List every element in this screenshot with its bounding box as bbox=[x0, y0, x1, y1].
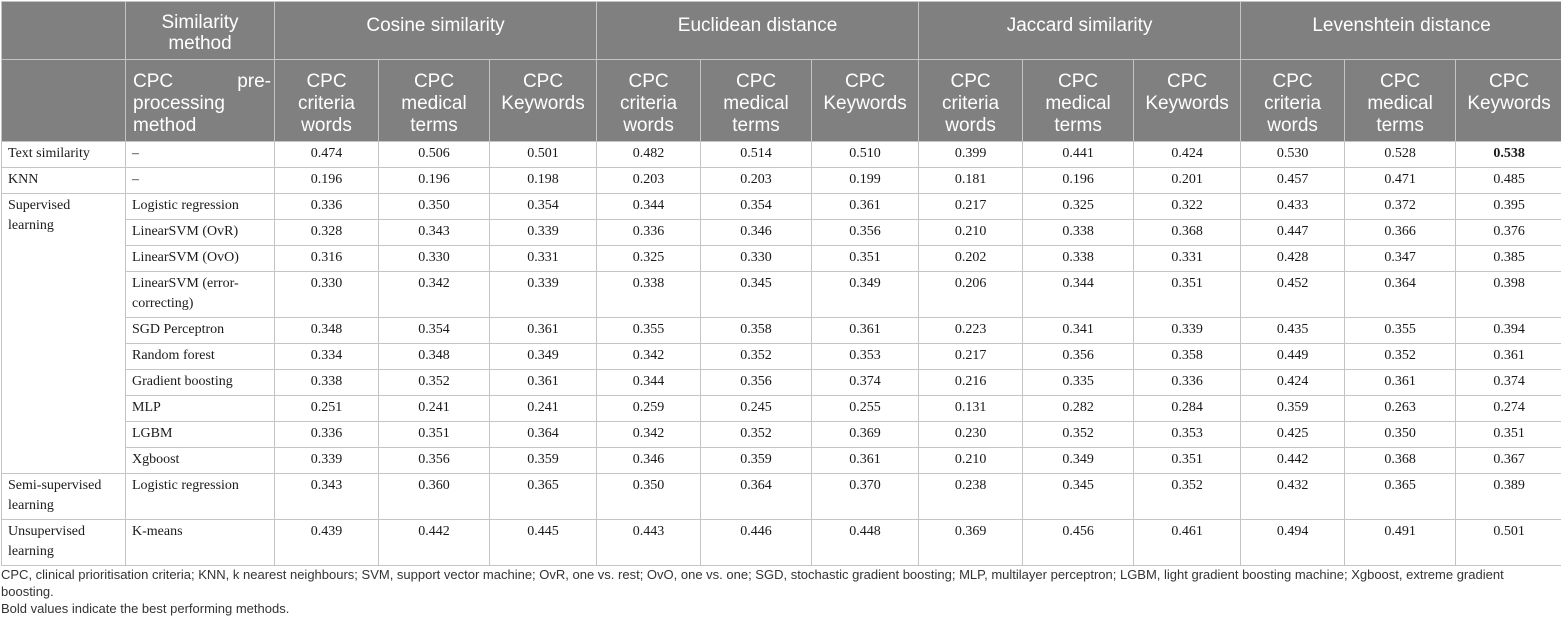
value-cell: 0.528 bbox=[1345, 142, 1456, 168]
subcolumn-header-euclidean-keywords: CPC Keywords bbox=[812, 60, 919, 142]
value-cell: 0.349 bbox=[812, 272, 919, 318]
value-cell: 0.351 bbox=[1134, 272, 1241, 318]
value-cell: 0.361 bbox=[1456, 344, 1561, 370]
value-cell: 0.274 bbox=[1456, 396, 1561, 422]
value-cell: 0.284 bbox=[1134, 396, 1241, 422]
value-cell: 0.372 bbox=[1345, 194, 1456, 220]
table-row bbox=[2, 168, 1561, 194]
subcolumn-header-levenshtein-criteria-words: CPC criteria words bbox=[1241, 60, 1345, 142]
table-row bbox=[2, 220, 1561, 246]
value-cell: 0.352 bbox=[1023, 422, 1134, 448]
value-cell: 0.339 bbox=[275, 448, 379, 474]
group-header-jaccard: Jaccard similarity bbox=[919, 2, 1241, 60]
value-cell: 0.360 bbox=[379, 474, 490, 520]
value-cell: 0.442 bbox=[379, 520, 490, 566]
value-cell: 0.441 bbox=[1023, 142, 1134, 168]
value-cell: 0.350 bbox=[379, 194, 490, 220]
value-cell: 0.351 bbox=[1134, 448, 1241, 474]
corner-cell-2 bbox=[2, 60, 126, 142]
value-cell: 0.361 bbox=[812, 318, 919, 344]
value-cell: 0.196 bbox=[275, 168, 379, 194]
value-cell: 0.367 bbox=[1456, 448, 1561, 474]
value-cell: 0.202 bbox=[919, 246, 1023, 272]
value-cell: 0.331 bbox=[1134, 246, 1241, 272]
value-cell: 0.330 bbox=[701, 246, 812, 272]
value-cell: 0.359 bbox=[701, 448, 812, 474]
table-row bbox=[2, 448, 1561, 474]
value-cell: 0.230 bbox=[919, 422, 1023, 448]
subcolumn-header-euclidean-criteria-words: CPC criteria words bbox=[597, 60, 701, 142]
value-cell: 0.196 bbox=[1023, 168, 1134, 194]
value-cell: 0.343 bbox=[379, 220, 490, 246]
preprocessing-label-line2: processing method bbox=[133, 93, 225, 136]
value-cell: 0.350 bbox=[597, 474, 701, 520]
value-cell: 0.347 bbox=[1345, 246, 1456, 272]
method-cell: – bbox=[126, 142, 275, 168]
value-cell: 0.364 bbox=[701, 474, 812, 520]
value-cell: 0.474 bbox=[275, 142, 379, 168]
group-cell: Semi-supervised learning bbox=[2, 474, 126, 520]
value-cell: 0.514 bbox=[701, 142, 812, 168]
value-cell: 0.432 bbox=[1241, 474, 1345, 520]
value-cell: 0.361 bbox=[490, 370, 597, 396]
table-row bbox=[2, 142, 1561, 168]
value-cell: 0.339 bbox=[1134, 318, 1241, 344]
value-cell: 0.336 bbox=[1134, 370, 1241, 396]
subcolumn-header-cosine-criteria-words: CPC criteria words bbox=[275, 60, 379, 142]
value-cell: 0.506 bbox=[379, 142, 490, 168]
subcolumn-header-cosine-medical-terms: CPC medical terms bbox=[379, 60, 490, 142]
table-body bbox=[2, 142, 1561, 566]
value-cell: 0.424 bbox=[1241, 370, 1345, 396]
value-cell: 0.356 bbox=[701, 370, 812, 396]
value-cell: 0.482 bbox=[597, 142, 701, 168]
value-cell: 0.349 bbox=[490, 344, 597, 370]
value-cell: 0.355 bbox=[1345, 318, 1456, 344]
group-cell: Supervised learning bbox=[2, 194, 126, 474]
value-cell: 0.342 bbox=[597, 344, 701, 370]
group-cell: KNN bbox=[2, 168, 126, 194]
value-cell: 0.345 bbox=[701, 272, 812, 318]
value-cell: 0.217 bbox=[919, 344, 1023, 370]
value-cell: 0.342 bbox=[597, 422, 701, 448]
value-cell: 0.352 bbox=[379, 370, 490, 396]
value-cell: 0.365 bbox=[1345, 474, 1456, 520]
value-cell: 0.356 bbox=[1023, 344, 1134, 370]
value-cell: 0.443 bbox=[597, 520, 701, 566]
value-cell: 0.369 bbox=[812, 422, 919, 448]
value-cell: 0.370 bbox=[812, 474, 919, 520]
value-cell: 0.538 bbox=[1456, 142, 1561, 168]
value-cell: 0.350 bbox=[1345, 422, 1456, 448]
value-cell: 0.263 bbox=[1345, 396, 1456, 422]
value-cell: 0.361 bbox=[1345, 370, 1456, 396]
value-cell: 0.447 bbox=[1241, 220, 1345, 246]
value-cell: 0.344 bbox=[597, 194, 701, 220]
value-cell: 0.342 bbox=[379, 272, 490, 318]
value-cell: 0.198 bbox=[490, 168, 597, 194]
value-cell: 0.282 bbox=[1023, 396, 1134, 422]
value-cell: 0.353 bbox=[812, 344, 919, 370]
value-cell: 0.346 bbox=[701, 220, 812, 246]
value-cell: 0.354 bbox=[379, 318, 490, 344]
value-cell: 0.359 bbox=[490, 448, 597, 474]
value-cell: 0.316 bbox=[275, 246, 379, 272]
value-cell: 0.428 bbox=[1241, 246, 1345, 272]
value-cell: 0.376 bbox=[1456, 220, 1561, 246]
value-cell: 0.344 bbox=[1023, 272, 1134, 318]
method-cell: LinearSVM (error-correcting) bbox=[126, 272, 275, 318]
method-cell: LinearSVM (OvR) bbox=[126, 220, 275, 246]
value-cell: 0.354 bbox=[701, 194, 812, 220]
value-cell: 0.491 bbox=[1345, 520, 1456, 566]
group-cell: Text similarity bbox=[2, 142, 126, 168]
subcolumn-header-levenshtein-keywords: CPC Keywords bbox=[1456, 60, 1561, 142]
header-row-subcolumns bbox=[2, 60, 1561, 142]
corner-cell bbox=[2, 2, 126, 60]
value-cell: 0.336 bbox=[597, 220, 701, 246]
value-cell: 0.238 bbox=[919, 474, 1023, 520]
value-cell: 0.368 bbox=[1345, 448, 1456, 474]
value-cell: 0.358 bbox=[701, 318, 812, 344]
value-cell: 0.369 bbox=[919, 520, 1023, 566]
group-cell: Unsupervised learning bbox=[2, 520, 126, 566]
value-cell: 0.330 bbox=[379, 246, 490, 272]
value-cell: 0.501 bbox=[1456, 520, 1561, 566]
value-cell: 0.374 bbox=[812, 370, 919, 396]
value-cell: 0.181 bbox=[919, 168, 1023, 194]
method-cell: MLP bbox=[126, 396, 275, 422]
value-cell: 0.354 bbox=[490, 194, 597, 220]
value-cell: 0.433 bbox=[1241, 194, 1345, 220]
value-cell: 0.338 bbox=[1023, 220, 1134, 246]
value-cell: 0.352 bbox=[1134, 474, 1241, 520]
value-cell: 0.439 bbox=[275, 520, 379, 566]
value-cell: 0.358 bbox=[1134, 344, 1241, 370]
table-row bbox=[2, 272, 1561, 318]
value-cell: 0.501 bbox=[490, 142, 597, 168]
header-row-groups bbox=[2, 2, 1561, 60]
value-cell: 0.210 bbox=[919, 220, 1023, 246]
value-cell: 0.425 bbox=[1241, 422, 1345, 448]
value-cell: 0.361 bbox=[812, 448, 919, 474]
value-cell: 0.255 bbox=[812, 396, 919, 422]
value-cell: 0.325 bbox=[597, 246, 701, 272]
value-cell: 0.445 bbox=[490, 520, 597, 566]
value-cell: 0.510 bbox=[812, 142, 919, 168]
value-cell: 0.385 bbox=[1456, 246, 1561, 272]
method-cell: Random forest bbox=[126, 344, 275, 370]
value-cell: 0.259 bbox=[597, 396, 701, 422]
value-cell: 0.448 bbox=[812, 520, 919, 566]
value-cell: 0.361 bbox=[812, 194, 919, 220]
value-cell: 0.338 bbox=[597, 272, 701, 318]
value-cell: 0.336 bbox=[275, 422, 379, 448]
table-row bbox=[2, 194, 1561, 220]
value-cell: 0.395 bbox=[1456, 194, 1561, 220]
table-row bbox=[2, 520, 1561, 566]
value-cell: 0.452 bbox=[1241, 272, 1345, 318]
preprocessing-label-line1: CPC pre- bbox=[133, 71, 271, 92]
value-cell: 0.356 bbox=[812, 220, 919, 246]
value-cell: 0.461 bbox=[1134, 520, 1241, 566]
table-row bbox=[2, 396, 1561, 422]
value-cell: 0.339 bbox=[490, 272, 597, 318]
similarity-method-header: Similarity method bbox=[126, 2, 275, 60]
value-cell: 0.456 bbox=[1023, 520, 1134, 566]
table-row bbox=[2, 370, 1561, 396]
method-cell: LinearSVM (OvO) bbox=[126, 246, 275, 272]
method-cell: LGBM bbox=[126, 422, 275, 448]
value-cell: 0.361 bbox=[490, 318, 597, 344]
value-cell: 0.352 bbox=[701, 422, 812, 448]
value-cell: 0.199 bbox=[812, 168, 919, 194]
table-footnote bbox=[1, 566, 1557, 617]
value-cell: 0.355 bbox=[597, 318, 701, 344]
subcolumn-header-cosine-keywords: CPC Keywords bbox=[490, 60, 597, 142]
value-cell: 0.346 bbox=[597, 448, 701, 474]
value-cell: 0.328 bbox=[275, 220, 379, 246]
value-cell: 0.210 bbox=[919, 448, 1023, 474]
value-cell: 0.353 bbox=[1134, 422, 1241, 448]
value-cell: 0.216 bbox=[919, 370, 1023, 396]
table-row bbox=[2, 318, 1561, 344]
value-cell: 0.366 bbox=[1345, 220, 1456, 246]
value-cell: 0.339 bbox=[490, 220, 597, 246]
subcolumn-header-jaccard-keywords: CPC Keywords bbox=[1134, 60, 1241, 142]
value-cell: 0.398 bbox=[1456, 272, 1561, 318]
value-cell: 0.223 bbox=[919, 318, 1023, 344]
value-cell: 0.348 bbox=[379, 344, 490, 370]
value-cell: 0.457 bbox=[1241, 168, 1345, 194]
value-cell: 0.446 bbox=[701, 520, 812, 566]
value-cell: 0.494 bbox=[1241, 520, 1345, 566]
value-cell: 0.359 bbox=[1241, 396, 1345, 422]
value-cell: 0.336 bbox=[275, 194, 379, 220]
method-cell: SGD Perceptron bbox=[126, 318, 275, 344]
value-cell: 0.352 bbox=[701, 344, 812, 370]
value-cell: 0.203 bbox=[701, 168, 812, 194]
value-cell: 0.424 bbox=[1134, 142, 1241, 168]
subcolumn-header-jaccard-medical-terms: CPC medical terms bbox=[1023, 60, 1134, 142]
value-cell: 0.206 bbox=[919, 272, 1023, 318]
value-cell: 0.344 bbox=[597, 370, 701, 396]
value-cell: 0.351 bbox=[379, 422, 490, 448]
method-cell: – bbox=[126, 168, 275, 194]
value-cell: 0.352 bbox=[1345, 344, 1456, 370]
value-cell: 0.245 bbox=[701, 396, 812, 422]
value-cell: 0.131 bbox=[919, 396, 1023, 422]
value-cell: 0.330 bbox=[275, 272, 379, 318]
table-row bbox=[2, 344, 1561, 370]
value-cell: 0.325 bbox=[1023, 194, 1134, 220]
value-cell: 0.394 bbox=[1456, 318, 1561, 344]
results-table bbox=[1, 1, 1561, 566]
value-cell: 0.530 bbox=[1241, 142, 1345, 168]
subcolumn-header-jaccard-criteria-words: CPC criteria words bbox=[919, 60, 1023, 142]
subcolumn-header-levenshtein-medical-terms: CPC medical terms bbox=[1345, 60, 1456, 142]
value-cell: 0.356 bbox=[379, 448, 490, 474]
value-cell: 0.251 bbox=[275, 396, 379, 422]
value-cell: 0.364 bbox=[1345, 272, 1456, 318]
value-cell: 0.348 bbox=[275, 318, 379, 344]
value-cell: 0.334 bbox=[275, 344, 379, 370]
value-cell: 0.341 bbox=[1023, 318, 1134, 344]
table-row bbox=[2, 246, 1561, 272]
value-cell: 0.449 bbox=[1241, 344, 1345, 370]
value-cell: 0.374 bbox=[1456, 370, 1561, 396]
group-header-cosine: Cosine similarity bbox=[275, 2, 597, 60]
group-header-levenshtein: Levenshtein distance bbox=[1241, 2, 1561, 60]
value-cell: 0.331 bbox=[490, 246, 597, 272]
method-cell: K-means bbox=[126, 520, 275, 566]
value-cell: 0.338 bbox=[275, 370, 379, 396]
table-row bbox=[2, 422, 1561, 448]
value-cell: 0.241 bbox=[490, 396, 597, 422]
method-cell: Logistic regression bbox=[126, 194, 275, 220]
value-cell: 0.338 bbox=[1023, 246, 1134, 272]
value-cell: 0.196 bbox=[379, 168, 490, 194]
value-cell: 0.364 bbox=[490, 422, 597, 448]
value-cell: 0.435 bbox=[1241, 318, 1345, 344]
value-cell: 0.471 bbox=[1345, 168, 1456, 194]
value-cell: 0.203 bbox=[597, 168, 701, 194]
preprocessing-method-header bbox=[126, 60, 275, 142]
group-header-euclidean: Euclidean distance bbox=[597, 2, 919, 60]
value-cell: 0.345 bbox=[1023, 474, 1134, 520]
value-cell: 0.389 bbox=[1456, 474, 1561, 520]
value-cell: 0.335 bbox=[1023, 370, 1134, 396]
value-cell: 0.351 bbox=[812, 246, 919, 272]
table-row bbox=[2, 474, 1561, 520]
value-cell: 0.351 bbox=[1456, 422, 1561, 448]
footnote-abbreviations: CPC, clinical prioritisation criteria; KNN, k nearest neighbours; SVM, support vector machine; OvR, one vs. rest; OvO, one vs. one; SGD, stochastic gradient boosting; MLP, multilayer perceptron; LGBM, light gradient boosting machine; Xgboost, extreme gradient boosting. bbox=[1, 567, 1504, 599]
method-cell: Xgboost bbox=[126, 448, 275, 474]
value-cell: 0.201 bbox=[1134, 168, 1241, 194]
value-cell: 0.241 bbox=[379, 396, 490, 422]
value-cell: 0.442 bbox=[1241, 448, 1345, 474]
value-cell: 0.399 bbox=[919, 142, 1023, 168]
method-cell: Logistic regression bbox=[126, 474, 275, 520]
value-cell: 0.485 bbox=[1456, 168, 1561, 194]
footnote-bold-note: Bold values indicate the best performing methods. bbox=[1, 601, 290, 616]
value-cell: 0.217 bbox=[919, 194, 1023, 220]
value-cell: 0.349 bbox=[1023, 448, 1134, 474]
method-cell: Gradient boosting bbox=[126, 370, 275, 396]
subcolumn-header-euclidean-medical-terms: CPC medical terms bbox=[701, 60, 812, 142]
value-cell: 0.368 bbox=[1134, 220, 1241, 246]
value-cell: 0.343 bbox=[275, 474, 379, 520]
value-cell: 0.365 bbox=[490, 474, 597, 520]
value-cell: 0.322 bbox=[1134, 194, 1241, 220]
